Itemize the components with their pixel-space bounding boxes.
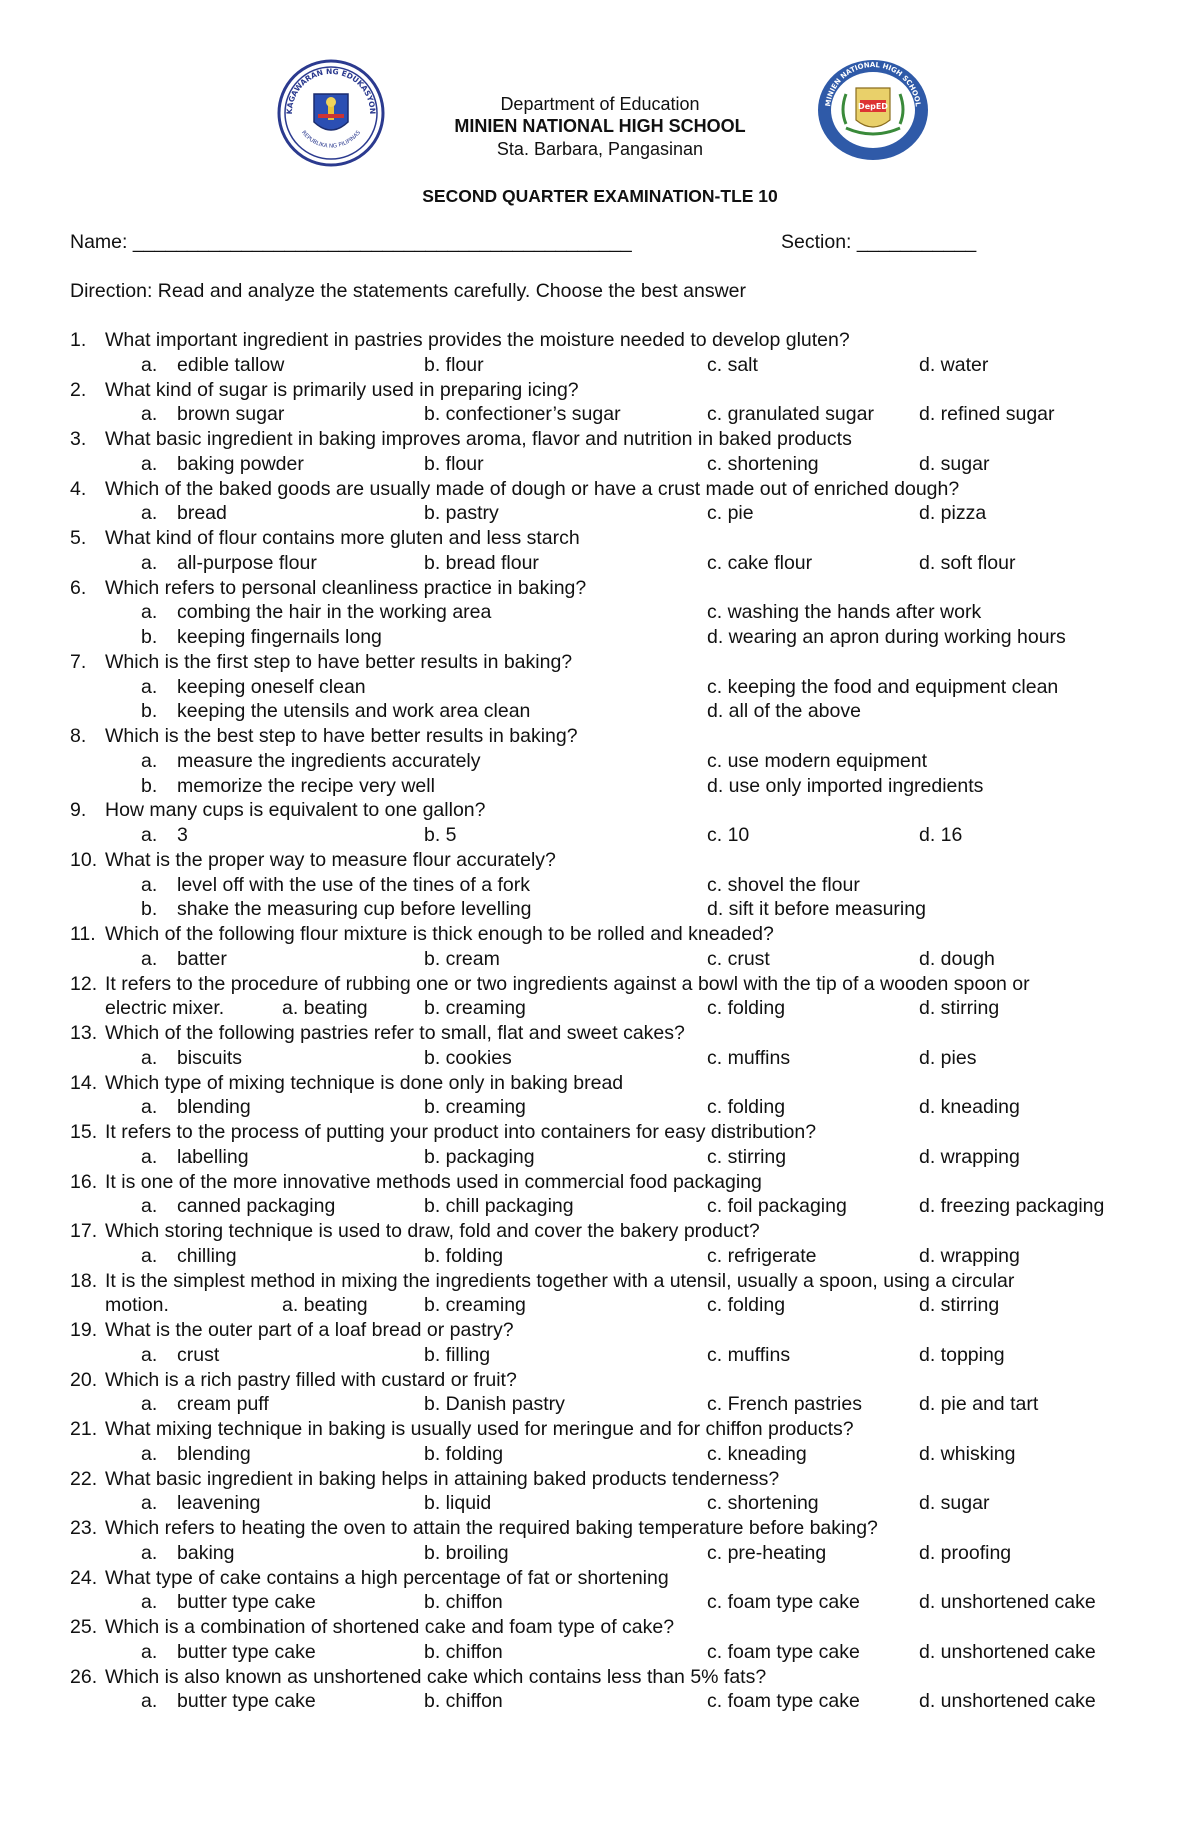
choice-row (0, 552, 1200, 576)
choice-row (0, 1294, 1200, 1318)
question-text: It is one of the more innovative methods used in commercial food packaging (105, 1171, 762, 1193)
question-number: 24. (70, 1567, 98, 1589)
question-number: 16. (70, 1171, 98, 1193)
choice-b[interactable]: b. broiling (424, 1542, 509, 1564)
choice-row (0, 453, 1200, 477)
question-row (0, 1418, 1200, 1442)
choice-d[interactable]: d. unshortened cake (919, 1641, 1096, 1663)
question-text: Which is a combination of shortened cake and foam type of cake? (105, 1616, 675, 1638)
choice-row (0, 948, 1200, 972)
choice-a[interactable]: brown sugar (177, 403, 285, 425)
question-number: 8. (70, 725, 87, 747)
choice-a[interactable]: a. beating (282, 1294, 368, 1316)
choice-row (0, 1096, 1200, 1120)
choice-a[interactable]: measure the ingredients accurately (177, 750, 481, 772)
choice-row (0, 1047, 1200, 1071)
choice-row (0, 502, 1200, 526)
question-text: Which storing technique is used to draw, fold and cover the bakery product? (105, 1220, 760, 1242)
choice-a[interactable]: leavening (177, 1492, 261, 1514)
name-field[interactable]: Name: ______________________________________________ (70, 231, 632, 253)
question-row (0, 428, 1200, 452)
direction-text: Direction: Read and analyze the statements carefully. Choose the best answer (70, 280, 747, 302)
question-row (0, 478, 1200, 502)
choice-a[interactable]: blending (177, 1443, 251, 1465)
choice-c[interactable]: c. foil packaging (707, 1195, 847, 1217)
choice-a[interactable]: butter type cake (177, 1690, 316, 1712)
choice-row (0, 898, 1200, 922)
question-number: 15. (70, 1121, 98, 1143)
question-row (0, 577, 1200, 601)
choice-c[interactable]: c. foam type cake (707, 1690, 860, 1712)
choice-d[interactable]: d. soft flour (919, 552, 1016, 574)
question-text: What is the proper way to measure flour accurately? (105, 849, 556, 871)
choice-a[interactable]: baking (177, 1542, 235, 1564)
question-row (0, 527, 1200, 551)
question-text: Which of the baked goods are usually made of dough or have a crust made out of enriched dough? (105, 478, 960, 500)
choice-a[interactable]: all-purpose flour (177, 552, 317, 574)
svg-text:DepED: DepED (858, 102, 888, 111)
choice-b[interactable]: b. chill packaging (424, 1195, 574, 1217)
choice-row (0, 1591, 1200, 1615)
choice-d[interactable]: d. sugar (919, 453, 990, 475)
question-text: Which of the following flour mixture is thick enough to be rolled and kneaded? (105, 923, 774, 945)
choice-row (0, 1443, 1200, 1467)
question-text: Which of the following pastries refer to small, flat and sweet cakes? (105, 1022, 685, 1044)
choice-c[interactable]: c. foam type cake (707, 1641, 860, 1663)
choice-b[interactable]: b. chiffon (424, 1641, 503, 1663)
exam-title: SECOND QUARTER EXAMINATION-TLE 10 (422, 186, 778, 206)
choice-a-letter: a. (141, 403, 158, 425)
question-row (0, 849, 1200, 873)
question-row (0, 651, 1200, 675)
choice-row (0, 1641, 1200, 1665)
choice-b[interactable]: b. bread flour (424, 552, 539, 574)
choice-a-letter: a. (141, 453, 158, 475)
question-number: 20. (70, 1369, 98, 1391)
choice-a-letter: a. (141, 1146, 158, 1168)
choice-a[interactable]: chilling (177, 1245, 237, 1267)
choice-b[interactable]: b. creaming (424, 1294, 526, 1316)
choice-b[interactable]: b. packaging (424, 1146, 535, 1168)
question-text: Which refers to heating the oven to attain the required baking temperature before baking? (105, 1517, 878, 1539)
choice-b[interactable]: keeping fingernails long (177, 626, 382, 648)
choice-c[interactable]: c. kneading (707, 1443, 807, 1465)
question-number: 21. (70, 1418, 98, 1440)
question-text: What kind of sugar is primarily used in preparing icing? (105, 379, 579, 401)
question-row (0, 1517, 1200, 1541)
choice-c[interactable]: c. pie (707, 502, 754, 524)
choice-row (0, 824, 1200, 848)
choice-a-letter: a. (141, 1393, 158, 1415)
choice-row (0, 750, 1200, 774)
choice-b[interactable]: b. chiffon (424, 1690, 503, 1712)
choice-row (0, 1690, 1200, 1714)
question-number: 22. (70, 1468, 98, 1490)
choice-a-letter: a. (141, 354, 158, 376)
question-text: What basic ingredient in baking improves aroma, flavor and nutrition in baked products (105, 428, 852, 450)
svg-text:REPUBLIKA NG PILIPINAS: REPUBLIKA NG PILIPINAS (300, 129, 362, 150)
choice-row (0, 354, 1200, 378)
choice-a[interactable]: baking powder (177, 453, 304, 475)
choice-b-letter: b. (141, 626, 158, 648)
question-row (0, 1171, 1200, 1195)
question-row (0, 923, 1200, 947)
choice-row (0, 626, 1200, 650)
choice-c[interactable]: c. shortening (707, 1492, 819, 1514)
choice-row (0, 1344, 1200, 1368)
question-number: 5. (70, 527, 87, 549)
choice-a-letter: a. (141, 1443, 158, 1465)
question-row (0, 1468, 1200, 1492)
choice-b[interactable]: b. flour (424, 354, 484, 376)
question-text: What basic ingredient in baking helps in attaining baked products tenderness? (105, 1468, 780, 1490)
question-number: 26. (70, 1666, 98, 1688)
choice-d[interactable]: d. unshortened cake (919, 1690, 1096, 1712)
choice-b[interactable]: b. cookies (424, 1047, 512, 1069)
question-row (0, 1567, 1200, 1591)
choice-d[interactable]: d. proofing (919, 1542, 1012, 1564)
question-text: Which is the first step to have better results in baking? (105, 651, 573, 673)
choice-c[interactable]: c. French pastries (707, 1393, 862, 1415)
choice-d[interactable]: d. sift it before measuring (707, 898, 926, 920)
choice-a-letter: a. (141, 750, 158, 772)
choice-a-letter: a. (141, 1344, 158, 1366)
choice-c[interactable]: c. shovel the flour (707, 874, 860, 896)
choice-b[interactable]: b. creaming (424, 1096, 526, 1118)
question-text: How many cups is equivalent to one gallon? (105, 799, 486, 821)
question-text: Which refers to personal cleanliness practice in baking? (105, 577, 587, 599)
choice-row (0, 700, 1200, 724)
choice-c[interactable]: c. folding (707, 997, 786, 1019)
question-number: 4. (70, 478, 87, 500)
choice-a[interactable]: labelling (177, 1146, 249, 1168)
choice-a[interactable]: blending (177, 1096, 251, 1118)
choice-d[interactable]: d. all of the above (707, 700, 861, 722)
question-text: What kind of flour contains more gluten and less starch (105, 527, 580, 549)
choice-a[interactable]: level off with the use of the tines of a fork (177, 874, 531, 896)
choice-a[interactable]: cream puff (177, 1393, 269, 1415)
choice-c[interactable]: c. muffins (707, 1047, 791, 1069)
choice-c[interactable]: c. foam type cake (707, 1591, 860, 1613)
school-name: MINIEN NATIONAL HIGH SCHOOL (454, 116, 746, 136)
choice-c[interactable]: c. use modern equipment (707, 750, 928, 772)
choice-c[interactable]: c. refrigerate (707, 1245, 817, 1267)
choice-d[interactable]: d. stirring (919, 1294, 1000, 1316)
question-row (0, 1616, 1200, 1640)
question-text: Which is also known as unshortened cake which contains less than 5% fats? (105, 1666, 767, 1688)
choice-d[interactable]: d. sugar (919, 1492, 990, 1514)
choice-row (0, 601, 1200, 625)
choice-a-letter: a. (141, 502, 158, 524)
choice-b[interactable]: b. pastry (424, 502, 499, 524)
choice-b[interactable]: keeping the utensils and work area clean (177, 700, 531, 722)
question-text: What important ingredient in pastries provides the moisture needed to develop gluten? (105, 329, 850, 351)
question-number: 18. (70, 1270, 98, 1292)
choice-b[interactable]: b. cream (424, 948, 500, 970)
choice-a-letter: a. (141, 874, 158, 896)
choice-a-letter: a. (141, 676, 158, 698)
choice-a-letter: a. (141, 824, 158, 846)
choice-c[interactable]: c. cake flour (707, 552, 813, 574)
choice-a-letter: a. (141, 948, 158, 970)
choice-row (0, 775, 1200, 799)
choice-row (0, 403, 1200, 427)
question-row (0, 1319, 1200, 1343)
choice-c[interactable]: c. stirring (707, 1146, 787, 1168)
question-number: 7. (70, 651, 87, 673)
choice-a[interactable]: butter type cake (177, 1641, 316, 1663)
choice-c[interactable]: c. pre-heating (707, 1542, 827, 1564)
question-number: 2. (70, 379, 87, 401)
question-row (0, 725, 1200, 749)
choice-a[interactable]: a. beating (282, 997, 368, 1019)
choice-row (0, 874, 1200, 898)
choice-d[interactable]: d. freezing packaging (919, 1195, 1105, 1217)
choice-d[interactable]: d. pizza (919, 502, 987, 524)
choice-a-letter: a. (141, 1195, 158, 1217)
choice-c[interactable]: c. salt (707, 354, 758, 376)
choice-a[interactable]: keeping oneself clean (177, 676, 366, 698)
choice-b[interactable]: b. folding (424, 1443, 504, 1465)
section-field[interactable]: Section: ___________ (781, 231, 977, 253)
question-number: 25. (70, 1616, 98, 1638)
question-number: 1. (70, 329, 87, 351)
question-text: What mixing technique in baking is usually used for meringue and for chiffon products? (105, 1418, 854, 1440)
question-row (0, 1666, 1200, 1690)
question-row (0, 1121, 1200, 1145)
choice-c[interactable]: c. washing the hands after work (707, 601, 982, 623)
choice-c[interactable]: c. granulated sugar (707, 403, 874, 425)
choice-d[interactable]: d. stirring (919, 997, 1000, 1019)
question-number: 12. (70, 973, 98, 995)
choice-a-letter: a. (141, 1492, 158, 1514)
question-number: 3. (70, 428, 87, 450)
question-text: Which is a rich pastry filled with custard or fruit? (105, 1369, 517, 1391)
choice-b[interactable]: b. chiffon (424, 1591, 503, 1613)
choice-b[interactable]: b. flour (424, 453, 484, 475)
choice-d[interactable]: d. water (919, 354, 989, 376)
choice-a[interactable]: edible tallow (177, 354, 285, 376)
question-number: 9. (70, 799, 87, 821)
choice-row (0, 1492, 1200, 1516)
choice-a[interactable]: butter type cake (177, 1591, 316, 1613)
choice-d[interactable]: d. topping (919, 1344, 1005, 1366)
question-row (0, 799, 1200, 823)
choice-a[interactable]: combing the hair in the working area (177, 601, 492, 623)
question-row (0, 1369, 1200, 1393)
choice-d[interactable]: d. wrapping (919, 1245, 1020, 1267)
question-number: 19. (70, 1319, 98, 1341)
choice-d[interactable]: d. wrapping (919, 1146, 1020, 1168)
choice-d[interactable]: d. refined sugar (919, 403, 1055, 425)
question-row (0, 1270, 1200, 1294)
question-number: 13. (70, 1022, 98, 1044)
choice-d[interactable]: d. use only imported ingredients (707, 775, 984, 797)
choice-b[interactable]: memorize the recipe very well (177, 775, 435, 797)
question-text: It refers to the procedure of rubbing one or two ingredients against a bowl with the tip of a wooden spoon or (105, 973, 1030, 995)
question-number: 11. (70, 923, 96, 945)
choice-b[interactable]: shake the measuring cup before levelling (177, 898, 532, 920)
choice-d[interactable]: d. whisking (919, 1443, 1016, 1465)
choice-b[interactable]: b. confectioner’s sugar (424, 403, 621, 425)
choice-b[interactable]: b. folding (424, 1245, 504, 1267)
choice-d[interactable]: d. wearing an apron during working hours (707, 626, 1066, 648)
question-text: What type of cake contains a high percentage of fat or shortening (105, 1567, 669, 1589)
choice-d[interactable]: d. pie and tart (919, 1393, 1039, 1415)
question-row (0, 329, 1200, 353)
choice-b-letter: b. (141, 700, 158, 722)
choice-b[interactable]: b. liquid (424, 1492, 492, 1514)
choice-row (0, 676, 1200, 700)
choice-c[interactable]: c. shortening (707, 453, 819, 475)
choice-a[interactable]: batter (177, 948, 227, 970)
choice-b[interactable]: b. 5 (424, 824, 457, 846)
department-name: Department of Education (500, 94, 700, 114)
choice-d[interactable]: d. 16 (919, 824, 963, 846)
choice-b[interactable]: b. creaming (424, 997, 526, 1019)
choice-a[interactable]: crust (177, 1344, 220, 1366)
choice-row (0, 1195, 1200, 1219)
choice-a-letter: a. (141, 1641, 158, 1663)
question-row (0, 1022, 1200, 1046)
question-row (0, 1072, 1200, 1096)
choice-b[interactable]: b. Danish pastry (424, 1393, 565, 1415)
school-address: Sta. Barbara, Pangasinan (496, 139, 704, 159)
choice-c[interactable]: c. muffins (707, 1344, 791, 1366)
choice-a[interactable]: bread (177, 502, 227, 524)
choice-row (0, 1245, 1200, 1269)
question-text: Which type of mixing technique is done only in baking bread (105, 1072, 624, 1094)
question-text: It is the simplest method in mixing the ingredients together with a utensil, usually a spoon, using a circular (105, 1270, 1015, 1292)
svg-text:KAGAWARAN NG EDUKASYON: KAGAWARAN NG EDUKASYON (284, 66, 378, 115)
question-row (0, 973, 1200, 997)
question-number: 14. (70, 1072, 98, 1094)
choice-row (0, 1542, 1200, 1566)
question-text: It refers to the process of putting your product into containers for easy distribution? (105, 1121, 817, 1143)
choice-c[interactable]: c. folding (707, 1294, 786, 1316)
question-text: What is the outer part of a loaf bread or pastry? (105, 1319, 514, 1341)
choice-b-letter: b. (141, 775, 158, 797)
choice-row (0, 1146, 1200, 1170)
choice-a-letter: a. (141, 552, 158, 574)
choice-row (0, 1393, 1200, 1417)
choice-a-letter: a. (141, 1096, 158, 1118)
choice-a-letter: a. (141, 601, 158, 623)
choice-a-letter: a. (141, 1047, 158, 1069)
question-row (0, 379, 1200, 403)
choice-a[interactable]: 3 (177, 824, 188, 846)
choice-a-letter: a. (141, 1591, 158, 1613)
question-text-continued: motion. (105, 1294, 169, 1316)
choice-c[interactable]: c. folding (707, 1096, 786, 1118)
choice-c[interactable]: c. keeping the food and equipment clean (707, 676, 1059, 698)
svg-text:MINIEN NATIONAL HIGH SCHOOL: MINIEN NATIONAL HIGH SCHOOL (824, 60, 922, 108)
choice-d[interactable]: d. pies (919, 1047, 977, 1069)
choice-b[interactable]: b. filling (424, 1344, 491, 1366)
question-text: Which is the best step to have better results in baking? (105, 725, 578, 747)
question-number: 17. (70, 1220, 98, 1242)
choice-c[interactable]: c. crust (707, 948, 770, 970)
choice-a-letter: a. (141, 1245, 158, 1267)
choice-b-letter: b. (141, 898, 158, 920)
choice-row (0, 997, 1200, 1021)
choice-d[interactable]: d. kneading (919, 1096, 1020, 1118)
choice-a[interactable]: canned packaging (177, 1195, 336, 1217)
question-number: 6. (70, 577, 87, 599)
choice-d[interactable]: d. dough (919, 948, 995, 970)
choice-d[interactable]: d. unshortened cake (919, 1591, 1096, 1613)
choice-a[interactable]: biscuits (177, 1047, 243, 1069)
choice-a-letter: a. (141, 1542, 158, 1564)
question-text-continued: electric mixer. (105, 997, 225, 1019)
question-number: 23. (70, 1517, 98, 1539)
choice-a-letter: a. (141, 1690, 158, 1712)
question-number: 10. (70, 849, 98, 871)
question-row (0, 1220, 1200, 1244)
choice-c[interactable]: c. 10 (707, 824, 750, 846)
